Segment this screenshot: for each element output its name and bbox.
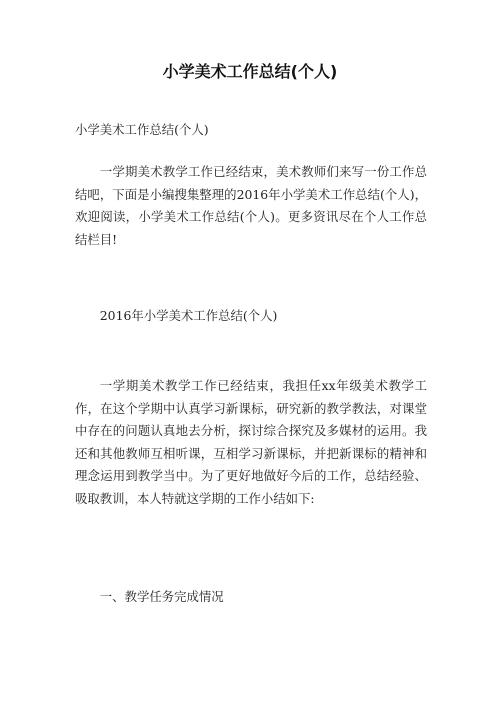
document-title: 小学美术工作总结(个人) — [162, 62, 338, 81]
body-paragraph: 一学期美术教学工作已经结束，我担任xx年级美术教学工作，在这个学期中认真学习新课标，研究新的教学教法，对课堂中存在的问题认真地去分析，探讨综合探究及多媒材的运用。我还和其他教师互相听课，互相学习新课标，并把新课标的精神和理念运用到教学当中。为了更好地做好今后的工作，总结经验、吸取教训，本人特就这学期的工作小结如下: — [75, 378, 427, 506]
intro-paragraph: 一学期美术教学工作已经结束，美术教师们来写一份工作总结吧，下面是小编搜集整理的2016年小学美术工作总结(个人)，欢迎阅读，小学美术工作总结(个人)。更多资讯尽在个人工作总结栏目! — [75, 164, 427, 247]
section-heading-2016: 2016年小学美术工作总结(个人) — [99, 308, 278, 323]
section-heading-teaching-tasks: 一、教学任务完成情况 — [99, 589, 224, 604]
document-subtitle: 小学美术工作总结(个人) — [75, 122, 209, 137]
